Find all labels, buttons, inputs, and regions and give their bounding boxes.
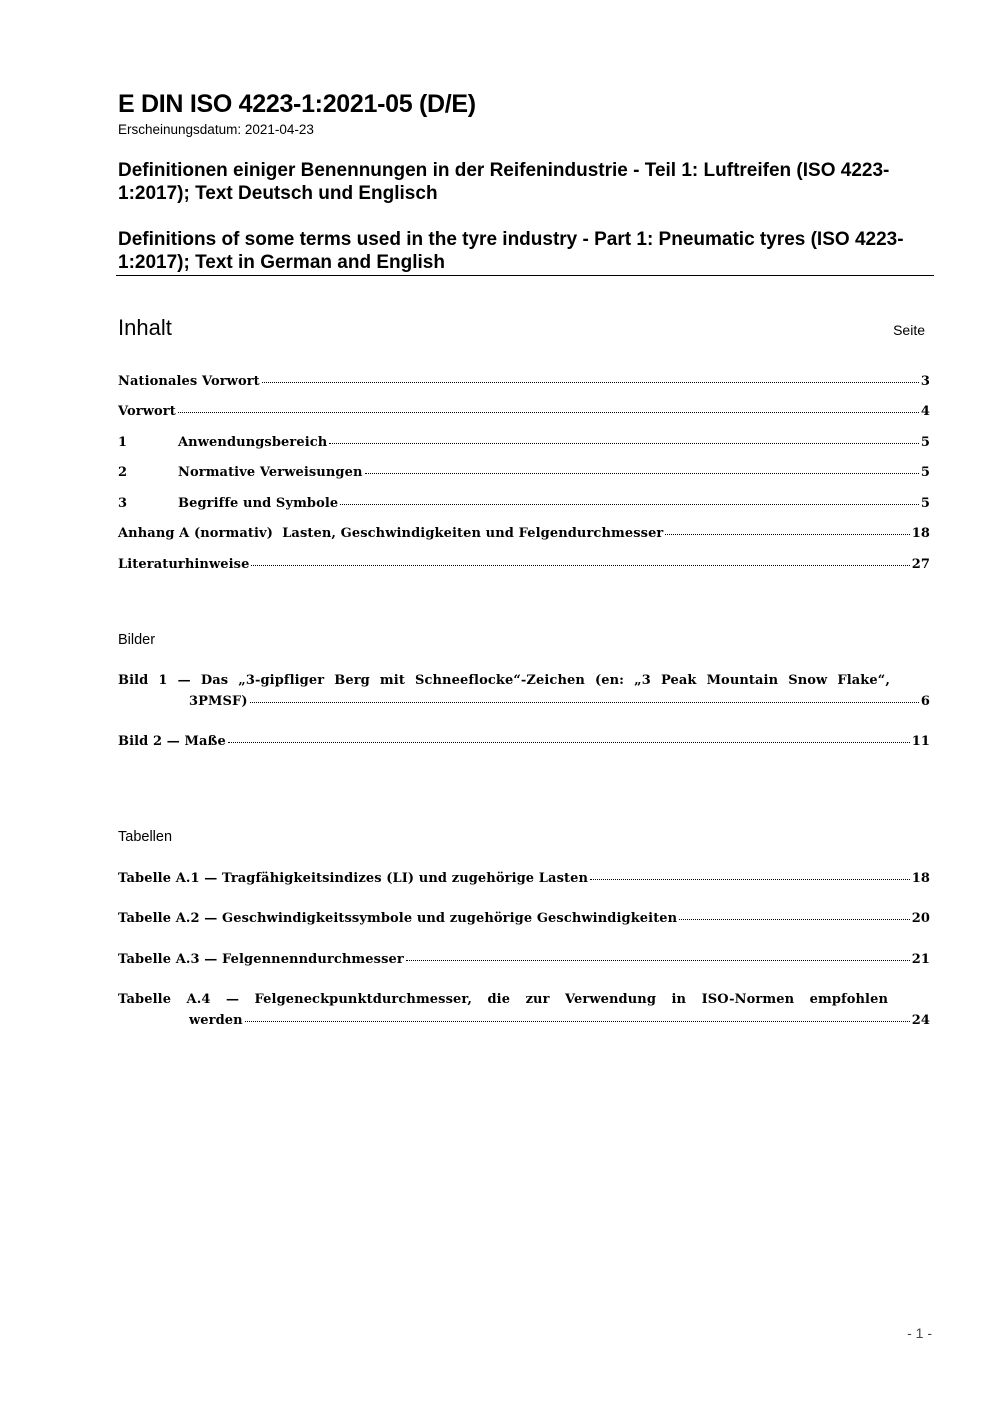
table-entry-page: 18	[911, 871, 930, 886]
dot-leader	[251, 565, 909, 566]
table-entry-label: Tabelle A.3 — Felgennenndurchmesser	[118, 952, 404, 967]
dot-leader	[262, 382, 919, 383]
figure-entry-page: 11	[911, 734, 930, 749]
toc-entry-literaturhinweise[interactable]	[118, 554, 930, 575]
toc-entry-label: Vorwort	[118, 404, 176, 419]
title-german: Definitionen einiger Benennungen in der Reifenindustrie - Teil 1: Luftreifen (ISO 4223-1:2017); Text Deutsch und Englisch	[118, 160, 890, 204]
toc-entry-label: Nationales Vorwort	[118, 374, 260, 389]
toc-entry-number: 1	[118, 435, 128, 450]
toc-entry-page: 5	[920, 435, 930, 450]
toc-entry-page: 3	[920, 374, 930, 389]
toc-entry-number: 2	[118, 465, 128, 480]
dot-leader	[590, 879, 910, 880]
dot-leader	[406, 960, 910, 961]
toc-entry-nationales-vorwort[interactable]	[118, 371, 930, 392]
toc-entry-label: Literaturhinweise	[118, 557, 250, 572]
table-entry-a2[interactable]	[118, 908, 930, 929]
dot-leader	[250, 702, 919, 703]
figure-entry-label: Bild 2 — Maße	[118, 734, 226, 749]
toc-entry-page: 5	[920, 465, 930, 480]
toc-entry-anhang-a[interactable]	[118, 523, 930, 544]
dot-leader	[178, 412, 919, 413]
toc-entry-page: 18	[911, 526, 930, 541]
table-entry-a1[interactable]	[118, 868, 930, 889]
table-entry-page: 20	[911, 911, 930, 926]
toc-entry-page: 27	[911, 557, 930, 572]
dot-leader	[228, 742, 910, 743]
toc-entry-label: Normative Verweisungen	[178, 465, 363, 480]
toc-entry-number: 3	[118, 496, 128, 511]
dot-leader	[679, 919, 909, 920]
tables-heading: Tabellen	[118, 829, 173, 845]
dot-leader	[340, 504, 919, 505]
figure-entry-page: 6	[920, 694, 930, 709]
dot-leader	[245, 1021, 910, 1022]
doc-id: E DIN ISO 4223-1:2021-05 (D/E)	[118, 90, 476, 118]
table-entry-page: 21	[911, 952, 930, 967]
table-entry-label-cont: werden	[189, 1013, 243, 1028]
figure-entry-1[interactable]	[118, 670, 930, 712]
table-entry-label: Tabelle A.2 — Geschwindigkeitssymbole und zugehörige Geschwindigkeiten	[118, 911, 678, 926]
dot-leader	[665, 534, 909, 535]
table-entry-label: Tabelle A.4 — Felgeneckpunktdurchmesser, die zur Verwendung in ISO-Normen empfohlen	[118, 992, 888, 1007]
table-entry-a3[interactable]	[118, 949, 930, 970]
toc-entry-normative-verweisungen[interactable]	[118, 462, 930, 483]
toc-entry-page: 5	[920, 496, 930, 511]
toc-entry-begriffe-und-symbole[interactable]	[118, 493, 930, 514]
publication-date: Erscheinungsdatum: 2021-04-23	[118, 122, 314, 137]
dot-leader	[329, 443, 919, 444]
figure-entry-label: Bild 1 — Das „3-gipfliger Berg mit Schneeflocke“-Zeichen (en: „3 Peak Mountain Snow Flake“,	[118, 673, 890, 688]
toc-entry-label: Anhang A (normativ) Lasten, Geschwindigkeiten und Felgendurchmesser	[118, 526, 664, 541]
toc-entry-label: Begriffe und Symbole	[178, 496, 339, 511]
toc-entry-anwendungsbereich[interactable]	[118, 432, 930, 453]
table-entry-page: 24	[911, 1013, 930, 1028]
toc-entry-vorwort[interactable]	[118, 401, 930, 422]
toc-heading: Inhalt	[118, 315, 172, 340]
toc-entry-page: 4	[920, 404, 930, 419]
page-number: - 1 -	[907, 1325, 932, 1341]
figure-entry-label-cont: 3PMSF)	[189, 694, 248, 709]
table-entry-label: Tabelle A.1 — Tragfähigkeitsindizes (LI) und zugehörige Lasten	[118, 871, 589, 886]
dot-leader	[365, 473, 919, 474]
header-rule	[116, 275, 934, 276]
title-english: Definitions of some terms used in the tyre industry - Part 1: Pneumatic tyres (ISO 4223-1:2017); Text in German and English	[118, 229, 904, 273]
toc-page-label: Seite	[893, 322, 925, 338]
table-entry-a4[interactable]	[118, 989, 930, 1031]
figures-heading: Bilder	[118, 632, 156, 648]
figure-entry-2[interactable]	[118, 731, 930, 752]
toc-entry-label: Anwendungsbereich	[178, 435, 328, 450]
